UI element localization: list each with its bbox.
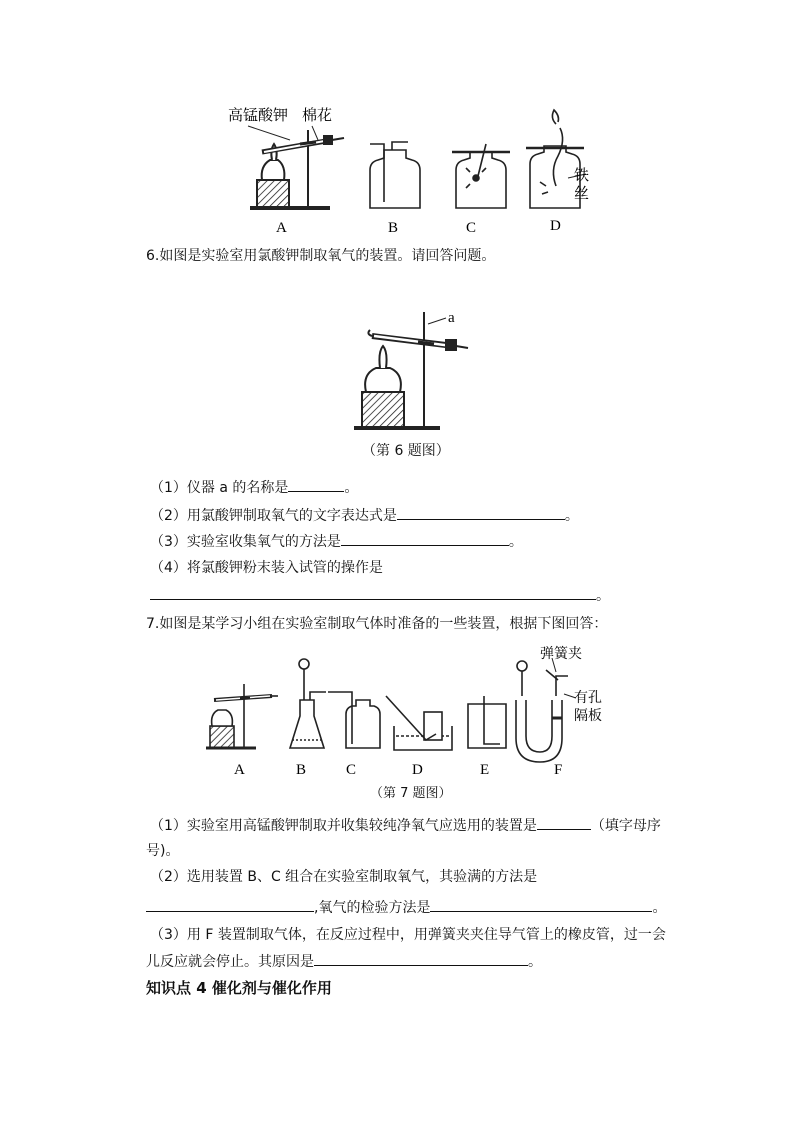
answer-blank-q6-2[interactable] bbox=[397, 505, 565, 520]
q6-part-4-answer: 。 bbox=[150, 585, 610, 606]
letter-f: F bbox=[554, 762, 563, 778]
label-plate-1: 有孔 bbox=[574, 690, 602, 706]
label-iron-2: 丝 bbox=[574, 184, 590, 202]
q7-caption: （第 7 题图） bbox=[370, 786, 452, 801]
answer-blank-q6-3[interactable] bbox=[341, 531, 509, 546]
apparatus-c-bottle-spark bbox=[452, 144, 510, 208]
q6-part-4: （4）将氯酸钾粉末装入试管的操作是 bbox=[150, 560, 383, 576]
letter-d: D bbox=[550, 218, 561, 234]
label-spring-clip: 弹簧夹 bbox=[540, 646, 582, 662]
label-plate-2: 隔板 bbox=[574, 708, 602, 724]
apparatus-a-heating-setup bbox=[248, 126, 344, 208]
q6-figure bbox=[350, 300, 480, 440]
label-iron-1: 铁 bbox=[574, 166, 590, 184]
label-kmno4: 高锰酸钾 bbox=[228, 106, 289, 124]
q7-part-2-answer: ,氧气的检验方法是 。 bbox=[146, 897, 666, 918]
answer-blank-q7-2a[interactable] bbox=[146, 897, 314, 912]
q7-part-3: （3）用 F 装置制取气体，在反应过程中，用弹簧夹夹住导气管上的橡皮管，过一会 bbox=[150, 927, 666, 943]
q6-caption: （第 6 题图） bbox=[362, 443, 450, 459]
letter-d: D bbox=[412, 762, 423, 778]
letter-a: A bbox=[276, 220, 287, 236]
section-heading: 知识点 4 催化剂与催化作用 bbox=[146, 979, 332, 997]
letter-a: A bbox=[234, 762, 245, 778]
answer-blank-q6-1[interactable] bbox=[288, 477, 344, 492]
answer-blank-q7-3[interactable] bbox=[314, 951, 528, 966]
q7-part-1: （1）实验室用高锰酸钾制取并收集较纯净氧气应选用的装置是 （填字母序 bbox=[150, 815, 661, 836]
answer-blank-q6-4[interactable] bbox=[150, 585, 596, 600]
q6-part-2: （2）用氯酸钾制取氧气的文字表达式是 。 bbox=[150, 505, 579, 526]
q7-part-2: （2）选用装置 B、C 组合在实验室制取氧气，其验满的方法是 bbox=[150, 869, 538, 885]
letter-b: B bbox=[388, 220, 399, 236]
q7-stem: 7.如图是某学习小组在实验室制取气体时准备的一些装置，根据下图回答： bbox=[146, 616, 608, 632]
apparatus-b-gas-bottle bbox=[370, 142, 420, 208]
label-cotton: 棉花 bbox=[302, 106, 333, 124]
answer-blank-q7-2b[interactable] bbox=[430, 897, 652, 912]
q7-figure bbox=[200, 640, 620, 780]
letter-b: B bbox=[296, 762, 307, 778]
answer-blank-q7-1[interactable] bbox=[537, 815, 591, 830]
q6-part-3: （3）实验室收集氧气的方法是 。 bbox=[150, 531, 523, 552]
label-instrument-a: a bbox=[448, 310, 455, 326]
letter-c: C bbox=[346, 762, 357, 778]
q7-part-3-answer: 儿反应就会停止。其原因是 。 bbox=[146, 951, 542, 972]
letter-c: C bbox=[466, 220, 477, 236]
q7-part-1-cont: 号)。 bbox=[146, 843, 180, 859]
q6-part-1: （1）仪器 a 的名称是 。 bbox=[150, 477, 358, 498]
letter-e: E bbox=[480, 762, 490, 778]
q6-stem: 6.如图是实验室用氯酸钾制取氧气的装置。请回答问题。 bbox=[146, 248, 496, 264]
apparatus-figure-top bbox=[220, 100, 600, 240]
